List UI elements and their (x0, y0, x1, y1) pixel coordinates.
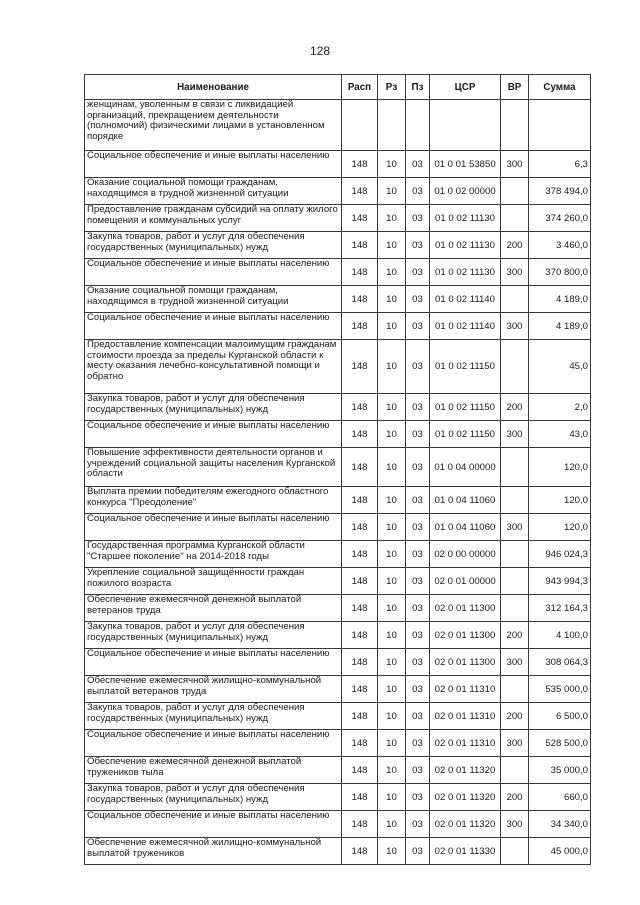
row-name-cell: Закупка товаров, работ и услуг для обеспечения государственных (муниципальных) нужд (85, 703, 342, 730)
budget-table (84, 74, 591, 865)
row-sum-cell: 34 340,0 (529, 811, 591, 838)
row-vr-cell: 300 (501, 811, 529, 838)
page-number: 128 (309, 44, 331, 58)
row-sum-cell: 4 189,0 (529, 286, 591, 313)
row-sum-cell: 6,3 (529, 151, 591, 178)
row-name-cell: Социальное обеспечение и иные выплаты населению (85, 421, 342, 448)
table-row (85, 811, 591, 838)
row-rasp-cell: 148 (342, 232, 378, 259)
row-sum-cell: 660,0 (529, 784, 591, 811)
row-pz-cell: 03 (406, 541, 430, 568)
row-rz-cell (378, 100, 406, 151)
row-csr-cell: 01 0 02 11130 (430, 259, 501, 286)
row-rasp-cell: 148 (342, 595, 378, 622)
row-rasp-cell: 148 (342, 178, 378, 205)
table-row (85, 313, 591, 340)
row-vr-cell (501, 178, 529, 205)
table-row (85, 151, 591, 178)
row-rz-cell: 10 (378, 448, 406, 487)
row-pz-cell: 03 (406, 232, 430, 259)
row-vr-cell: 300 (501, 514, 529, 541)
row-vr-cell (501, 448, 529, 487)
row-name-cell: Повышение эффективности деятельности органов и учреждений социальной защиты населения Курганской области (85, 448, 342, 487)
row-sum-cell: 374 260,0 (529, 205, 591, 232)
row-vr-cell (501, 541, 529, 568)
row-vr-cell: 200 (501, 622, 529, 649)
row-vr-cell (501, 205, 529, 232)
row-name-cell: Закупка товаров, работ и услуг для обеспечения государственных (муниципальных) нужд (85, 232, 342, 259)
row-rasp-cell: 148 (342, 394, 378, 421)
table-row (85, 622, 591, 649)
row-csr-cell: 02 0 01 11310 (430, 703, 501, 730)
row-name-cell: Закупка товаров, работ и услуг для обеспечения государственных (муниципальных) нужд (85, 784, 342, 811)
row-name-cell: Социальное обеспечение и иные выплаты населению (85, 811, 342, 838)
table-row (85, 178, 591, 205)
row-rasp-cell: 148 (342, 448, 378, 487)
row-rz-cell: 10 (378, 514, 406, 541)
row-vr-cell (501, 487, 529, 514)
row-pz-cell: 03 (406, 676, 430, 703)
row-rasp-cell: 148 (342, 286, 378, 313)
row-vr-cell (501, 340, 529, 394)
row-csr-cell: 01 0 02 11130 (430, 205, 501, 232)
row-sum-cell: 4 100,0 (529, 622, 591, 649)
row-sum-cell: 370 800,0 (529, 259, 591, 286)
table-row (85, 394, 591, 421)
row-pz-cell: 03 (406, 703, 430, 730)
row-name-cell: Социальное обеспечение и иные выплаты населению (85, 730, 342, 757)
row-name-cell: Предоставление компенсации малоимущим гражданам стоимости проезда за пределы Курганской области к месту оказания лечебно-консультативной помощи и обратно (85, 340, 342, 394)
row-vr-cell: 300 (501, 151, 529, 178)
row-name-cell: Социальное обеспечение и иные выплаты населению (85, 259, 342, 286)
row-rz-cell: 10 (378, 595, 406, 622)
row-rasp-cell: 148 (342, 784, 378, 811)
row-pz-cell: 03 (406, 838, 430, 865)
table-row (85, 100, 591, 151)
row-pz-cell: 03 (406, 259, 430, 286)
table-body (85, 100, 591, 865)
row-vr-cell: 200 (501, 394, 529, 421)
header-rz: Рз (378, 75, 406, 100)
row-sum-cell: 120,0 (529, 448, 591, 487)
table-row (85, 703, 591, 730)
row-sum-cell: 120,0 (529, 487, 591, 514)
row-name-cell: Обеспечение ежемесячной жилищно-коммунальной выплатой тружеников (85, 838, 342, 865)
table-row (85, 730, 591, 757)
row-name-cell: Социальное обеспечение и иные выплаты населению (85, 151, 342, 178)
row-pz-cell: 03 (406, 514, 430, 541)
row-sum-cell: 45 000,0 (529, 838, 591, 865)
row-csr-cell: 01 0 02 11140 (430, 286, 501, 313)
row-vr-cell: 300 (501, 730, 529, 757)
row-rz-cell: 10 (378, 541, 406, 568)
row-sum-cell: 45,0 (529, 340, 591, 394)
row-pz-cell: 03 (406, 730, 430, 757)
table-row (85, 649, 591, 676)
row-sum-cell: 946 024,3 (529, 541, 591, 568)
row-sum-cell: 120,0 (529, 514, 591, 541)
row-pz-cell: 03 (406, 394, 430, 421)
table-header-row (85, 75, 591, 100)
row-csr-cell: 02 0 01 11310 (430, 676, 501, 703)
row-pz-cell: 03 (406, 622, 430, 649)
row-csr-cell: 02 0 01 11300 (430, 595, 501, 622)
row-csr-cell: 02 0 01 11320 (430, 757, 501, 784)
row-vr-cell (501, 676, 529, 703)
row-csr-cell: 02 0 01 11310 (430, 730, 501, 757)
row-rasp-cell: 148 (342, 421, 378, 448)
row-rz-cell: 10 (378, 622, 406, 649)
table-row (85, 757, 591, 784)
row-rz-cell: 10 (378, 232, 406, 259)
row-pz-cell: 03 (406, 811, 430, 838)
row-csr-cell: 01 0 04 00000 (430, 448, 501, 487)
row-pz-cell: 03 (406, 757, 430, 784)
row-name-cell: Оказание социальной помощи гражданам, находящимся в трудной жизненной ситуации (85, 178, 342, 205)
row-name-cell: Выплата премии победителям ежегодного областного конкурса "Преодоление" (85, 487, 342, 514)
row-vr-cell: 200 (501, 232, 529, 259)
row-rasp-cell (342, 100, 378, 151)
row-csr-cell: 02 0 00 00000 (430, 541, 501, 568)
row-rasp-cell: 148 (342, 622, 378, 649)
row-pz-cell: 03 (406, 151, 430, 178)
row-rasp-cell: 148 (342, 259, 378, 286)
row-rz-cell: 10 (378, 259, 406, 286)
row-csr-cell: 02 0 01 11320 (430, 784, 501, 811)
table-row (85, 421, 591, 448)
table-row (85, 676, 591, 703)
row-rz-cell: 10 (378, 205, 406, 232)
row-csr-cell: 01 0 04 11060 (430, 514, 501, 541)
row-name-cell: Социальное обеспечение и иные выплаты населению (85, 649, 342, 676)
row-pz-cell: 03 (406, 286, 430, 313)
row-rz-cell: 10 (378, 838, 406, 865)
row-sum-cell: 378 494,0 (529, 178, 591, 205)
row-csr-cell: 01 0 02 11150 (430, 394, 501, 421)
row-rasp-cell: 148 (342, 838, 378, 865)
row-csr-cell: 01 0 04 11060 (430, 487, 501, 514)
header-rasp: Расп (342, 75, 378, 100)
table-row (85, 340, 591, 394)
row-name-cell: Обеспечение ежемесячной жилищно-коммунальной выплатой ветеранов труда (85, 676, 342, 703)
row-sum-cell: 3 460,0 (529, 232, 591, 259)
row-csr-cell: 02 0 01 00000 (430, 568, 501, 595)
row-rz-cell: 10 (378, 784, 406, 811)
row-rz-cell: 10 (378, 340, 406, 394)
row-rasp-cell: 148 (342, 487, 378, 514)
row-pz-cell: 03 (406, 421, 430, 448)
row-sum-cell: 6 500,0 (529, 703, 591, 730)
row-rasp-cell: 148 (342, 514, 378, 541)
row-sum-cell: 2,0 (529, 394, 591, 421)
row-rasp-cell: 148 (342, 649, 378, 676)
table-row (85, 487, 591, 514)
header-csr: ЦСР (430, 75, 501, 100)
row-pz-cell: 03 (406, 313, 430, 340)
row-vr-cell: 300 (501, 649, 529, 676)
row-rasp-cell: 148 (342, 205, 378, 232)
row-vr-cell: 300 (501, 421, 529, 448)
table-row (85, 838, 591, 865)
row-rz-cell: 10 (378, 649, 406, 676)
table-row (85, 259, 591, 286)
table-row (85, 568, 591, 595)
row-csr-cell (430, 100, 501, 151)
row-rz-cell: 10 (378, 421, 406, 448)
row-rz-cell: 10 (378, 487, 406, 514)
row-vr-cell: 300 (501, 313, 529, 340)
row-csr-cell: 01 0 02 11130 (430, 232, 501, 259)
row-pz-cell: 03 (406, 784, 430, 811)
row-pz-cell: 03 (406, 205, 430, 232)
table-row (85, 784, 591, 811)
row-name-cell: Обеспечение ежемесячной денежной выплатой тружеников тыла (85, 757, 342, 784)
row-rasp-cell: 148 (342, 568, 378, 595)
row-pz-cell: 03 (406, 649, 430, 676)
row-csr-cell: 02 0 01 11300 (430, 649, 501, 676)
row-name-cell: Закупка товаров, работ и услуг для обеспечения государственных (муниципальных) нужд (85, 394, 342, 421)
row-rasp-cell: 148 (342, 730, 378, 757)
row-csr-cell: 01 0 01 53850 (430, 151, 501, 178)
table-row (85, 541, 591, 568)
table-row (85, 205, 591, 232)
row-rasp-cell: 148 (342, 676, 378, 703)
row-sum-cell: 535 000,0 (529, 676, 591, 703)
row-rz-cell: 10 (378, 703, 406, 730)
row-pz-cell: 03 (406, 448, 430, 487)
row-name-cell: Обеспечение ежемесячной денежной выплатой ветеранов труда (85, 595, 342, 622)
row-name-cell: Предоставление гражданам субсидий на оплату жилого помещения и коммунальных услуг (85, 205, 342, 232)
row-name-cell: Оказание социальной помощи гражданам, находящимся в трудной жизненной ситуации (85, 286, 342, 313)
row-rz-cell: 10 (378, 757, 406, 784)
row-rz-cell: 10 (378, 730, 406, 757)
row-rasp-cell: 148 (342, 541, 378, 568)
row-csr-cell: 01 0 02 11150 (430, 421, 501, 448)
row-rz-cell: 10 (378, 676, 406, 703)
row-rasp-cell: 148 (342, 151, 378, 178)
table-row (85, 286, 591, 313)
table-row (85, 448, 591, 487)
table-row (85, 595, 591, 622)
row-sum-cell: 528 500,0 (529, 730, 591, 757)
row-pz-cell: 03 (406, 487, 430, 514)
row-name-cell: Социальное обеспечение и иные выплаты населению (85, 313, 342, 340)
row-rasp-cell: 148 (342, 757, 378, 784)
row-vr-cell: 200 (501, 703, 529, 730)
row-sum-cell: 35 000,0 (529, 757, 591, 784)
row-rz-cell: 10 (378, 178, 406, 205)
row-sum-cell: 308 064,3 (529, 649, 591, 676)
row-rz-cell: 10 (378, 286, 406, 313)
row-rasp-cell: 148 (342, 703, 378, 730)
header-pz: Пз (406, 75, 430, 100)
row-vr-cell (501, 100, 529, 151)
header-sum: Сумма (529, 75, 591, 100)
table-row (85, 232, 591, 259)
row-sum-cell: 43,0 (529, 421, 591, 448)
row-name-cell: Социальное обеспечение и иные выплаты населению (85, 514, 342, 541)
row-rasp-cell: 148 (342, 811, 378, 838)
row-csr-cell: 02 0 01 11330 (430, 838, 501, 865)
row-rz-cell: 10 (378, 811, 406, 838)
row-vr-cell: 300 (501, 259, 529, 286)
row-csr-cell: 02 0 01 11320 (430, 811, 501, 838)
row-csr-cell: 01 0 02 11140 (430, 313, 501, 340)
row-pz-cell: 03 (406, 178, 430, 205)
row-rasp-cell: 148 (342, 340, 378, 394)
row-csr-cell: 02 0 01 11300 (430, 622, 501, 649)
row-pz-cell: 03 (406, 568, 430, 595)
row-rz-cell: 10 (378, 313, 406, 340)
row-vr-cell (501, 757, 529, 784)
row-vr-cell (501, 838, 529, 865)
header-name: Наименование (85, 75, 342, 100)
row-name-cell: Государственная программа Курганской области "Старшее поколение" на 2014-2018 годы (85, 541, 342, 568)
row-sum-cell (529, 100, 591, 151)
row-rasp-cell: 148 (342, 313, 378, 340)
header-vr: ВР (501, 75, 529, 100)
row-sum-cell: 312 164,3 (529, 595, 591, 622)
row-name-cell: Укрепление социальной защищённости граждан пожилого возраста (85, 568, 342, 595)
row-rz-cell: 10 (378, 568, 406, 595)
row-vr-cell (501, 286, 529, 313)
row-sum-cell: 4 189,0 (529, 313, 591, 340)
row-pz-cell (406, 100, 430, 151)
row-sum-cell: 943 994,3 (529, 568, 591, 595)
row-csr-cell: 01 0 02 11150 (430, 340, 501, 394)
row-pz-cell: 03 (406, 595, 430, 622)
row-pz-cell: 03 (406, 340, 430, 394)
row-csr-cell: 01 0 02 00000 (430, 178, 501, 205)
row-vr-cell (501, 568, 529, 595)
row-vr-cell: 200 (501, 784, 529, 811)
row-vr-cell (501, 595, 529, 622)
row-name-cell: Закупка товаров, работ и услуг для обеспечения государственных (муниципальных) нужд (85, 622, 342, 649)
table-row (85, 514, 591, 541)
row-rz-cell: 10 (378, 151, 406, 178)
row-rz-cell: 10 (378, 394, 406, 421)
row-name-cell: женщинам, уволенным в связи с ликвидацией организаций, прекращением деятельности (полномочий) физическими лицами в установленном порядке (85, 100, 342, 151)
